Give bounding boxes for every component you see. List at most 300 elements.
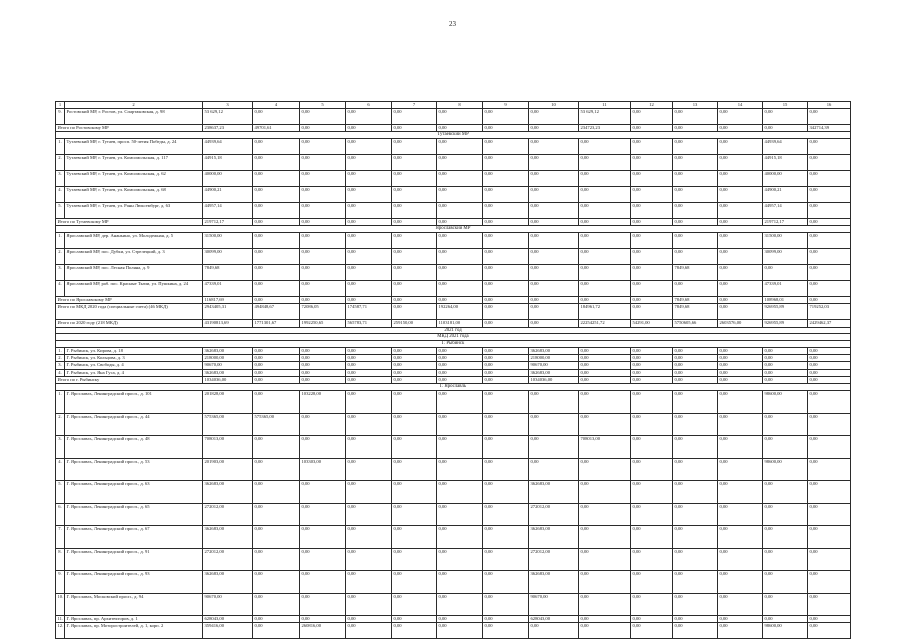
table-cell: 0,00 xyxy=(437,354,483,361)
table-cell: 362683,00 xyxy=(203,347,253,354)
table-row xyxy=(56,413,851,436)
table-cell: 0,00 xyxy=(673,109,718,125)
table-cell: 926955,89 xyxy=(763,320,808,327)
table-cell: 98600,00 xyxy=(763,623,808,639)
section-row xyxy=(56,132,851,139)
table-cell: 0,00 xyxy=(808,391,851,414)
table-cell: 0,00 xyxy=(718,369,763,376)
table-cell: 0,00 xyxy=(529,186,579,202)
table-cell: 0,00 xyxy=(392,458,437,481)
table-cell: 0,00 xyxy=(300,593,346,616)
table-cell: 362683,00 xyxy=(203,526,253,549)
table-cell: 0,00 xyxy=(483,377,529,384)
table-cell: 0,00 xyxy=(437,458,483,481)
table-cell: 44915,18 xyxy=(203,154,253,170)
table-cell: 0,00 xyxy=(673,623,718,639)
address-cell: Г. Рыбинск, ул. Свободы, д. 4 xyxy=(65,362,203,369)
address-cell: Ростовский МР, г. Ростов, ул. Спартаковская, д. 98 xyxy=(65,109,203,125)
table-cell: 0,00 xyxy=(673,593,718,616)
table-cell: 40000,00 xyxy=(203,170,253,186)
section-row xyxy=(56,384,851,391)
table-cell: 0,00 xyxy=(300,202,346,218)
table-cell: 0,00 xyxy=(253,526,300,549)
table-cell: 0,00 xyxy=(673,280,718,296)
table-row xyxy=(56,623,851,639)
table-cell: 0,00 xyxy=(631,354,673,361)
table-cell: 174587,71 xyxy=(346,304,392,320)
table-cell: 0,00 xyxy=(673,362,718,369)
table-cell: 0,00 xyxy=(437,391,483,414)
address-cell: Г. Ярославль, Ленинградский просп., д. 44 xyxy=(65,413,203,436)
table-cell: 0,00 xyxy=(300,548,346,571)
table-cell: 0,00 xyxy=(718,503,763,526)
table-cell: 0,00 xyxy=(673,347,718,354)
table-cell: 0,00 xyxy=(253,218,300,225)
table-cell: 0,00 xyxy=(718,377,763,384)
table-cell: 0,00 xyxy=(483,526,529,549)
section-title: 2021 год xyxy=(56,327,851,334)
row-number: 3. xyxy=(56,362,65,369)
table-cell: 1992250,65 xyxy=(300,320,346,327)
table-cell: 0,00 xyxy=(631,138,673,154)
table-cell: 0,00 xyxy=(579,218,631,225)
table-cell: 31500,00 xyxy=(763,232,808,248)
table-cell: 0,00 xyxy=(763,571,808,594)
table-cell: 0,00 xyxy=(392,413,437,436)
table-cell: 0,00 xyxy=(529,264,579,280)
table-cell: 0,00 xyxy=(631,593,673,616)
table-cell: 0,00 xyxy=(300,616,346,623)
table-cell: 0,00 xyxy=(437,413,483,436)
table-cell: 0,00 xyxy=(579,503,631,526)
table-cell: 0,00 xyxy=(718,154,763,170)
table-cell: 0,00 xyxy=(631,481,673,504)
table-cell: 201828,00 xyxy=(203,391,253,414)
table-cell: 0,00 xyxy=(808,218,851,225)
address-cell: Г. Ярославль, Ленинградский просп., д. 67 xyxy=(65,526,203,549)
address-cell: Г. Рыбинск, ул. Яна Гуса, д. 4 xyxy=(65,369,203,376)
table-cell: 0,00 xyxy=(763,369,808,376)
table-cell: 0,00 xyxy=(808,436,851,459)
table-cell: 0,00 xyxy=(579,154,631,170)
table-cell: 362683,00 xyxy=(203,571,253,594)
table-cell: 0,00 xyxy=(253,362,300,369)
table-cell: 0,00 xyxy=(253,481,300,504)
table-cell: 0,00 xyxy=(763,481,808,504)
table-cell: 44957,14 xyxy=(203,202,253,218)
table-cell: 0,00 xyxy=(529,458,579,481)
column-number: 14 xyxy=(718,102,763,109)
column-number: 2 xyxy=(65,102,203,109)
table-cell: 0,00 xyxy=(253,109,300,125)
column-number: 9 xyxy=(483,102,529,109)
table-cell: 0,00 xyxy=(392,616,437,623)
table-cell: 0,00 xyxy=(483,304,529,320)
table-cell: 0,00 xyxy=(763,264,808,280)
table-cell: 0,00 xyxy=(346,593,392,616)
row-number: 1. xyxy=(56,391,65,414)
table-cell: 0,00 xyxy=(437,186,483,202)
address-cell: Г. Ярославль, Ленинградский просп., д. 93 xyxy=(65,571,203,594)
table-cell: 0,00 xyxy=(718,170,763,186)
table-cell: 44957,14 xyxy=(763,202,808,218)
table-cell: 1034036,00 xyxy=(529,377,579,384)
table-cell: 0,00 xyxy=(392,218,437,225)
table-cell: 0,00 xyxy=(718,526,763,549)
table-cell: 0,00 xyxy=(808,202,851,218)
table-cell: 0,00 xyxy=(253,232,300,248)
table-cell: 0,00 xyxy=(392,264,437,280)
table-cell: 0,00 xyxy=(529,248,579,264)
table-cell: 43190813,69 xyxy=(203,320,253,327)
table-cell: 0,00 xyxy=(631,154,673,170)
table-cell: 0,00 xyxy=(483,347,529,354)
table-cell: 0,00 xyxy=(529,296,579,303)
table-cell: 0,00 xyxy=(631,413,673,436)
table-cell: 0,00 xyxy=(763,616,808,623)
table-cell: 0,00 xyxy=(808,458,851,481)
table-cell: 0,00 xyxy=(808,503,851,526)
table-cell: 0,00 xyxy=(631,436,673,459)
table-cell: 0,00 xyxy=(673,170,718,186)
table-row xyxy=(56,248,851,264)
table-row xyxy=(56,391,851,414)
table-cell: 0,00 xyxy=(579,354,631,361)
table-cell: 0,00 xyxy=(392,248,437,264)
table-cell: 0,00 xyxy=(631,125,673,132)
address-cell: Г. Ярославль, Ленинградский просп., д. 65 xyxy=(65,503,203,526)
table-cell: 0,00 xyxy=(346,248,392,264)
table-cell: 0,00 xyxy=(763,413,808,436)
table-row xyxy=(56,347,851,354)
table-row xyxy=(56,138,851,154)
table-cell: 0,00 xyxy=(346,232,392,248)
table-cell: 0,00 xyxy=(718,125,763,132)
table-cell: 184961,72 xyxy=(579,304,631,320)
table-cell: 0,00 xyxy=(529,436,579,459)
table-cell: 30099,00 xyxy=(203,248,253,264)
table-cell: 0,00 xyxy=(392,548,437,571)
table-cell: 628043,00 xyxy=(529,616,579,623)
table-cell: 0,00 xyxy=(483,481,529,504)
table-cell: 0,00 xyxy=(579,186,631,202)
table-cell: 0,00 xyxy=(483,391,529,414)
row-number: 10. xyxy=(56,593,65,616)
table-cell: 0,00 xyxy=(346,218,392,225)
table-cell: 0,00 xyxy=(631,280,673,296)
table-cell: 0,00 xyxy=(673,369,718,376)
table-cell: 0,00 xyxy=(579,481,631,504)
table-cell: 272012,00 xyxy=(529,503,579,526)
table-cell: 0,00 xyxy=(579,616,631,623)
table-cell: 0,00 xyxy=(483,109,529,125)
table-cell: 0,00 xyxy=(718,436,763,459)
table-cell: 0,00 xyxy=(300,218,346,225)
table-row xyxy=(56,280,851,296)
table-cell: 0,00 xyxy=(529,138,579,154)
table-cell: 565783,71 xyxy=(346,320,392,327)
table-cell: 0,00 xyxy=(300,280,346,296)
table-cell: 90670,00 xyxy=(529,593,579,616)
table-cell: 0,00 xyxy=(579,377,631,384)
table-cell: 0,00 xyxy=(579,296,631,303)
table-cell: 0,00 xyxy=(392,186,437,202)
table-cell: 0,00 xyxy=(346,481,392,504)
table-cell: 0,00 xyxy=(253,347,300,354)
table-cell: 0,00 xyxy=(346,109,392,125)
table-cell: 0,00 xyxy=(631,170,673,186)
table-cell: 0,00 xyxy=(763,526,808,549)
table-cell: 30099,00 xyxy=(763,248,808,264)
table-cell: 0,00 xyxy=(253,391,300,414)
table-cell: 53 629,12 xyxy=(579,109,631,125)
table-cell: 362683,00 xyxy=(529,347,579,354)
table-cell: 0,00 xyxy=(346,377,392,384)
row-number: 4. xyxy=(56,458,65,481)
table-cell: 0,00 xyxy=(529,154,579,170)
address-cell: Тутаевский МР, г. Тутаев, ул. Комсомольская, д. 117 xyxy=(65,154,203,170)
table-cell: 0,00 xyxy=(718,593,763,616)
table-cell: 0,00 xyxy=(718,571,763,594)
address-cell: Ярославский МР, дер. Ананьино, ул. Молодежная, д. 5 xyxy=(65,232,203,248)
row-number: 7. xyxy=(56,526,65,549)
table-cell: 108968,01 xyxy=(763,296,808,303)
table-cell: 0,00 xyxy=(631,526,673,549)
table-cell: 0,00 xyxy=(718,264,763,280)
table-cell: 0,00 xyxy=(631,369,673,376)
column-number: 15 xyxy=(763,102,808,109)
table-cell: 0,00 xyxy=(300,369,346,376)
table-cell: 0,00 xyxy=(392,296,437,303)
table-cell: 0,00 xyxy=(253,548,300,571)
table-cell: 0,00 xyxy=(718,232,763,248)
table-cell: 0,00 xyxy=(392,304,437,320)
table-cell: 0,00 xyxy=(673,218,718,225)
table-cell: 0,00 xyxy=(579,248,631,264)
table-cell: 44900,21 xyxy=(203,186,253,202)
address-cell: Г. Ярославль, пр. Архитекторов, д. 1 xyxy=(65,616,203,623)
row-number: 5. xyxy=(56,481,65,504)
table-cell: 0,00 xyxy=(392,202,437,218)
table-cell: 90670,00 xyxy=(203,593,253,616)
address-cell: Ярославский МР, раб. пос. Красные Ткачи, ул. Пушкина, д. 24 xyxy=(65,280,203,296)
row-number: 6. xyxy=(56,503,65,526)
table-cell: 0,00 xyxy=(483,413,529,436)
table-cell: 0,00 xyxy=(631,296,673,303)
table-cell: 0,00 xyxy=(483,354,529,361)
total-label: Итого по Тутаевскому МР xyxy=(56,218,203,225)
table-cell: 40000,00 xyxy=(763,170,808,186)
table-cell: 0,00 xyxy=(437,202,483,218)
row-number: 3. xyxy=(56,170,65,186)
table-cell: 0,00 xyxy=(253,623,300,639)
table-cell: 0,00 xyxy=(808,296,851,303)
section-title: Г. Ярославль xyxy=(56,384,851,391)
table-cell: 0,00 xyxy=(346,571,392,594)
table-cell: 0,00 xyxy=(631,347,673,354)
table-cell: 0,00 xyxy=(300,296,346,303)
table-cell: 0,00 xyxy=(392,232,437,248)
address-cell: Тутаевский МР, г. Тутаев, ул. Комсомольская, д. 68 xyxy=(65,186,203,202)
total-row xyxy=(56,218,851,225)
row-number: 4. xyxy=(56,369,65,376)
table-cell: 2603576,00 xyxy=(718,320,763,327)
table-cell: 0,00 xyxy=(529,320,579,327)
table-cell: 0,00 xyxy=(392,138,437,154)
table-cell: 0,00 xyxy=(483,623,529,639)
table-cell: 0,00 xyxy=(392,377,437,384)
table-row xyxy=(56,571,851,594)
table-cell: 0,00 xyxy=(631,202,673,218)
table-cell: 0,00 xyxy=(300,125,346,132)
address-cell: Г. Ярославль, Ленинградский просп., д. 53 xyxy=(65,458,203,481)
table-row xyxy=(56,436,851,459)
header-row xyxy=(56,102,851,109)
table-cell: 719252,03 xyxy=(808,304,851,320)
table-cell: 0,00 xyxy=(437,503,483,526)
table-cell: 0,00 xyxy=(808,186,851,202)
table-cell: 0,00 xyxy=(437,154,483,170)
table-cell: 0,00 xyxy=(673,503,718,526)
table-cell: 0,00 xyxy=(579,138,631,154)
table-cell: 0,00 xyxy=(300,526,346,549)
table-cell: 0,00 xyxy=(346,347,392,354)
table-cell: 0,00 xyxy=(631,109,673,125)
table-cell: 0,00 xyxy=(300,154,346,170)
row-number: 2. xyxy=(56,354,65,361)
table-cell: 0,00 xyxy=(483,593,529,616)
table-cell: 0,00 xyxy=(529,202,579,218)
table-cell: 0,00 xyxy=(392,571,437,594)
table-cell: 0,00 xyxy=(300,138,346,154)
table-cell: 0,00 xyxy=(529,391,579,414)
table-cell: 575365,00 xyxy=(253,413,300,436)
table-cell: 0,00 xyxy=(529,170,579,186)
table-cell: 192264,00 xyxy=(437,304,483,320)
table-row xyxy=(56,526,851,549)
row-number: 8. xyxy=(56,548,65,571)
table-cell: 0,00 xyxy=(392,125,437,132)
row-number: 9. xyxy=(56,109,65,125)
table-cell: 44915,18 xyxy=(763,154,808,170)
table-cell: 0,00 xyxy=(718,202,763,218)
table-cell: 0,00 xyxy=(673,526,718,549)
table-cell: 0,00 xyxy=(300,264,346,280)
table-cell: 0,00 xyxy=(483,616,529,623)
table-cell: 0,00 xyxy=(673,548,718,571)
table-cell: 0,00 xyxy=(808,369,851,376)
table-cell: 0,00 xyxy=(346,526,392,549)
table-cell: 0,00 xyxy=(437,616,483,623)
table-cell: 0,00 xyxy=(300,362,346,369)
table-cell: 0,00 xyxy=(718,304,763,320)
table-cell: 0,00 xyxy=(579,526,631,549)
table-cell: 0,00 xyxy=(718,347,763,354)
table-cell: 0,00 xyxy=(346,391,392,414)
table-cell: 0,00 xyxy=(253,354,300,361)
table-cell: 0,00 xyxy=(300,481,346,504)
row-number: 9. xyxy=(56,571,65,594)
table-cell: 0,00 xyxy=(392,369,437,376)
table-cell: 0,00 xyxy=(300,354,346,361)
table-cell: 0,00 xyxy=(808,154,851,170)
row-number: 2. xyxy=(56,154,65,170)
column-number: 8 xyxy=(437,102,483,109)
table-cell: 0,00 xyxy=(253,264,300,280)
section-row xyxy=(56,340,851,347)
table-cell: 0,00 xyxy=(579,347,631,354)
section-row xyxy=(56,226,851,233)
table-cell: 98600,00 xyxy=(763,458,808,481)
table-cell: 362683,00 xyxy=(203,481,253,504)
table-cell: 0,00 xyxy=(437,593,483,616)
table-cell: 0,00 xyxy=(483,218,529,225)
section-row xyxy=(56,334,851,341)
budget-table xyxy=(55,101,851,639)
row-number: 2. xyxy=(56,413,65,436)
address-cell: Г. Ярославль, Ленинградский просп., д. 91 xyxy=(65,548,203,571)
table-row xyxy=(56,232,851,248)
table-cell: 0,00 xyxy=(300,232,346,248)
table-cell: 0,00 xyxy=(579,369,631,376)
table-cell: 0,00 xyxy=(483,186,529,202)
table-cell: 0,00 xyxy=(631,264,673,280)
table-cell: 0,00 xyxy=(579,413,631,436)
table-cell: 0,00 xyxy=(392,481,437,504)
table-cell: 0,00 xyxy=(483,320,529,327)
row-number: 2. xyxy=(56,248,65,264)
table-cell: 0,00 xyxy=(718,280,763,296)
table-cell: 90670,00 xyxy=(203,362,253,369)
table-cell: 926955,89 xyxy=(763,304,808,320)
table-cell: 0,00 xyxy=(579,202,631,218)
table-cell: 219712,17 xyxy=(203,218,253,225)
table-cell: 0,00 xyxy=(673,186,718,202)
table-cell: 0,00 xyxy=(437,232,483,248)
table-cell: 0,00 xyxy=(673,125,718,132)
table-cell: 0,00 xyxy=(346,362,392,369)
table-cell: 0,00 xyxy=(483,280,529,296)
table-cell: 0,00 xyxy=(808,623,851,639)
table-cell: 0,00 xyxy=(300,377,346,384)
address-cell: Г. Ярославль, Ленинградский просп., д. 101 xyxy=(65,391,203,414)
table-cell: 0,00 xyxy=(529,623,579,639)
table-cell: 0,00 xyxy=(718,248,763,264)
table-cell: 0,00 xyxy=(579,623,631,639)
table-cell: 53 629,12 xyxy=(203,109,253,125)
table-cell: 362683,00 xyxy=(529,481,579,504)
table-cell: 49701,61 xyxy=(253,125,300,132)
table-cell: 0,00 xyxy=(763,436,808,459)
table-cell: 7849,68 xyxy=(203,264,253,280)
table-cell: 0,00 xyxy=(300,170,346,186)
address-cell: Г. Ярославль, Московский просп., д. 94 xyxy=(65,593,203,616)
table-cell: 0,00 xyxy=(437,264,483,280)
table-cell: 0,00 xyxy=(346,458,392,481)
table-cell: 0,00 xyxy=(673,377,718,384)
row-number: 5. xyxy=(56,202,65,218)
table-cell: 44939,64 xyxy=(763,138,808,154)
table-cell: 0,00 xyxy=(346,186,392,202)
table-cell: 0,00 xyxy=(673,248,718,264)
column-number: 10 xyxy=(529,102,579,109)
table-cell: 0,00 xyxy=(718,413,763,436)
table-cell: 0,00 xyxy=(631,377,673,384)
row-number: 1. xyxy=(56,138,65,154)
table-cell: 0,00 xyxy=(300,347,346,354)
column-number: 6 xyxy=(346,102,392,109)
table-row xyxy=(56,362,851,369)
